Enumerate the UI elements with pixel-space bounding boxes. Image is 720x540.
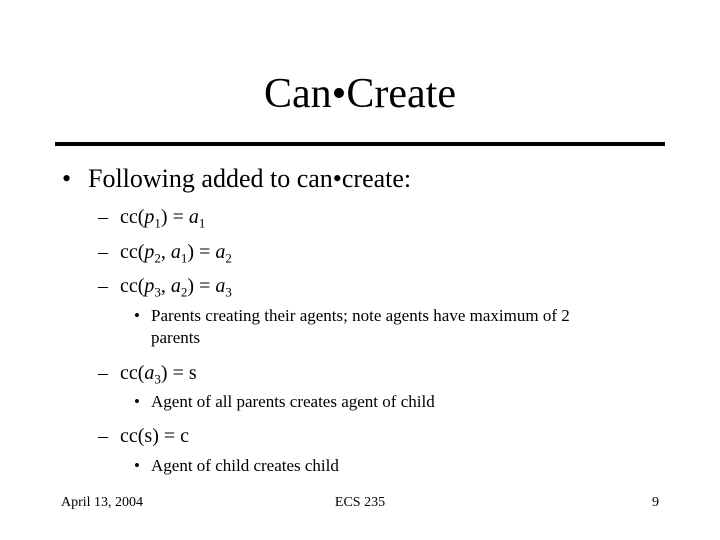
dash-marker: – [98,425,108,447]
rule-3-text: $cc(p_3$, $a_2) = a_3$ [120,275,232,300]
slide-title: Can•Create [264,71,456,117]
dash-marker: – [98,275,108,297]
note-parents-line-1: Parents creating their agents; note agents have maximum of 2 [151,306,570,325]
note-parents-line-2: parents [151,328,201,347]
rule-1-text: $cc(p_1) = a_1$ [120,206,206,231]
rule-s-text: cc(s) = c [120,425,190,447]
bullet-marker: • [62,164,72,193]
bullet-marker: • [134,456,140,475]
dash-marker: – [98,206,108,228]
note-a3-text: Agent of all parents creates agent of child [151,392,435,411]
main-bullet-text: Following added to can•create: [88,164,412,193]
title-divider [55,142,665,146]
note-s-text: Agent of child creates child [151,456,339,475]
rule-2-text: $cc(p_2$, $a_1) = a_2$ [120,241,232,266]
bullet-marker: • [134,306,140,325]
footer-page-number: 9 [652,495,659,510]
rule-a3-text: $cc(a_3) = s$ [120,362,197,387]
bullet-marker: • [134,392,140,411]
footer-course: ECS 235 [334,495,386,510]
dash-marker: – [98,241,108,263]
footer-date: April 13, 2004 [61,495,144,510]
dash-marker: – [98,362,108,384]
